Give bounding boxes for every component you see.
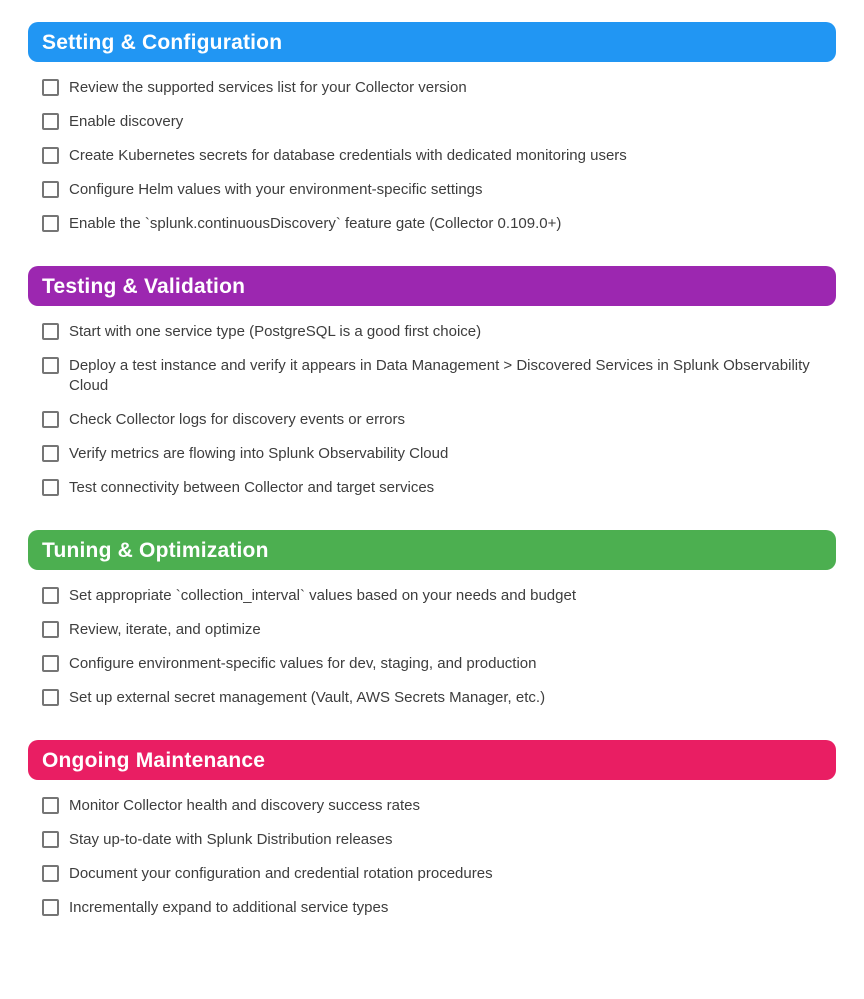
checklist-item-label: Monitor Collector health and discovery success rates [69, 797, 420, 814]
checkbox[interactable] [42, 357, 59, 374]
checklist-item [42, 180, 836, 200]
checklist-item-label: Incrementally expand to additional service types [69, 899, 389, 916]
checkbox[interactable] [42, 865, 59, 882]
checklist-item [42, 478, 836, 498]
checkbox[interactable] [42, 689, 59, 706]
checklist-item [42, 322, 836, 342]
checklist-item [42, 586, 836, 606]
checklist-item [42, 356, 836, 396]
checklist-item-label: Document your configuration and credential rotation procedures [69, 865, 493, 882]
checklist-item-label: Deploy a test instance and verify it appears in Data Management > Discovered Services in Splunk Observability Cloud [69, 357, 810, 394]
checklist-item [42, 444, 836, 464]
checklist-item-label: Set up external secret management (Vault, AWS Secrets Manager, etc.) [69, 689, 546, 706]
section-header-bar [28, 740, 836, 780]
checkbox[interactable] [42, 797, 59, 814]
checkbox[interactable] [42, 411, 59, 428]
checklist-items [28, 796, 836, 918]
checklist-item [42, 620, 836, 640]
checklist-item-label: Set appropriate `collection_interval` values based on your needs and budget [69, 587, 576, 604]
checklist-item-label: Configure environment-specific values for dev, staging, and production [69, 655, 537, 672]
checklist-item [42, 654, 836, 674]
checkbox[interactable] [42, 621, 59, 638]
checkbox[interactable] [42, 899, 59, 916]
checklist-item [42, 146, 836, 166]
checklist-item-label: Create Kubernetes secrets for database credentials with dedicated monitoring users [69, 147, 627, 164]
section-header-bar [28, 266, 836, 306]
checklist-section [28, 530, 836, 708]
checklist-item [42, 796, 836, 816]
checkbox[interactable] [42, 181, 59, 198]
checklist-item-label: Review the supported services list for your Collector version [69, 79, 467, 96]
checklist-item [42, 864, 836, 884]
checklist-item-label: Review, iterate, and optimize [69, 621, 261, 638]
checklist-items [28, 78, 836, 234]
checkbox[interactable] [42, 831, 59, 848]
checkbox[interactable] [42, 445, 59, 462]
checklist-items [28, 322, 836, 498]
checklist-section [28, 22, 836, 234]
checkbox[interactable] [42, 479, 59, 496]
checklist-item [42, 78, 836, 98]
checklist-item-label: Start with one service type (PostgreSQL is a good first choice) [69, 323, 482, 340]
section-title: Tuning & Optimization [42, 538, 269, 562]
checkbox[interactable] [42, 79, 59, 96]
section-title: Ongoing Maintenance [42, 748, 266, 772]
checkbox[interactable] [42, 323, 59, 340]
checklist-item [42, 898, 836, 918]
checklist-item-label: Configure Helm values with your environment-specific settings [69, 181, 483, 198]
section-header-bar [28, 22, 836, 62]
checklist-item-label: Check Collector logs for discovery events or errors [69, 411, 405, 428]
section-title: Setting & Configuration [42, 30, 283, 54]
checklist-item-label: Enable discovery [69, 113, 184, 130]
checkbox[interactable] [42, 113, 59, 130]
section-header-bar [28, 530, 836, 570]
checkbox[interactable] [42, 587, 59, 604]
checklist-item-label: Enable the `splunk.continuousDiscovery` feature gate (Collector 0.109.0+) [69, 215, 562, 232]
checklist-section [28, 266, 836, 498]
checkbox[interactable] [42, 655, 59, 672]
checklist-item-label: Test connectivity between Collector and target services [69, 479, 435, 496]
checklist-item [42, 214, 836, 234]
checkbox[interactable] [42, 215, 59, 232]
checklist-item [42, 830, 836, 850]
checklist-item [42, 688, 836, 708]
checklist-item [42, 410, 836, 430]
checkbox[interactable] [42, 147, 59, 164]
checklist-item [42, 112, 836, 132]
checklist-section [28, 740, 836, 918]
checklist-item-label: Stay up-to-date with Splunk Distribution releases [69, 831, 393, 848]
checklist-item-label: Verify metrics are flowing into Splunk Observability Cloud [69, 445, 449, 462]
checklist-items [28, 586, 836, 708]
section-title: Testing & Validation [42, 274, 246, 298]
